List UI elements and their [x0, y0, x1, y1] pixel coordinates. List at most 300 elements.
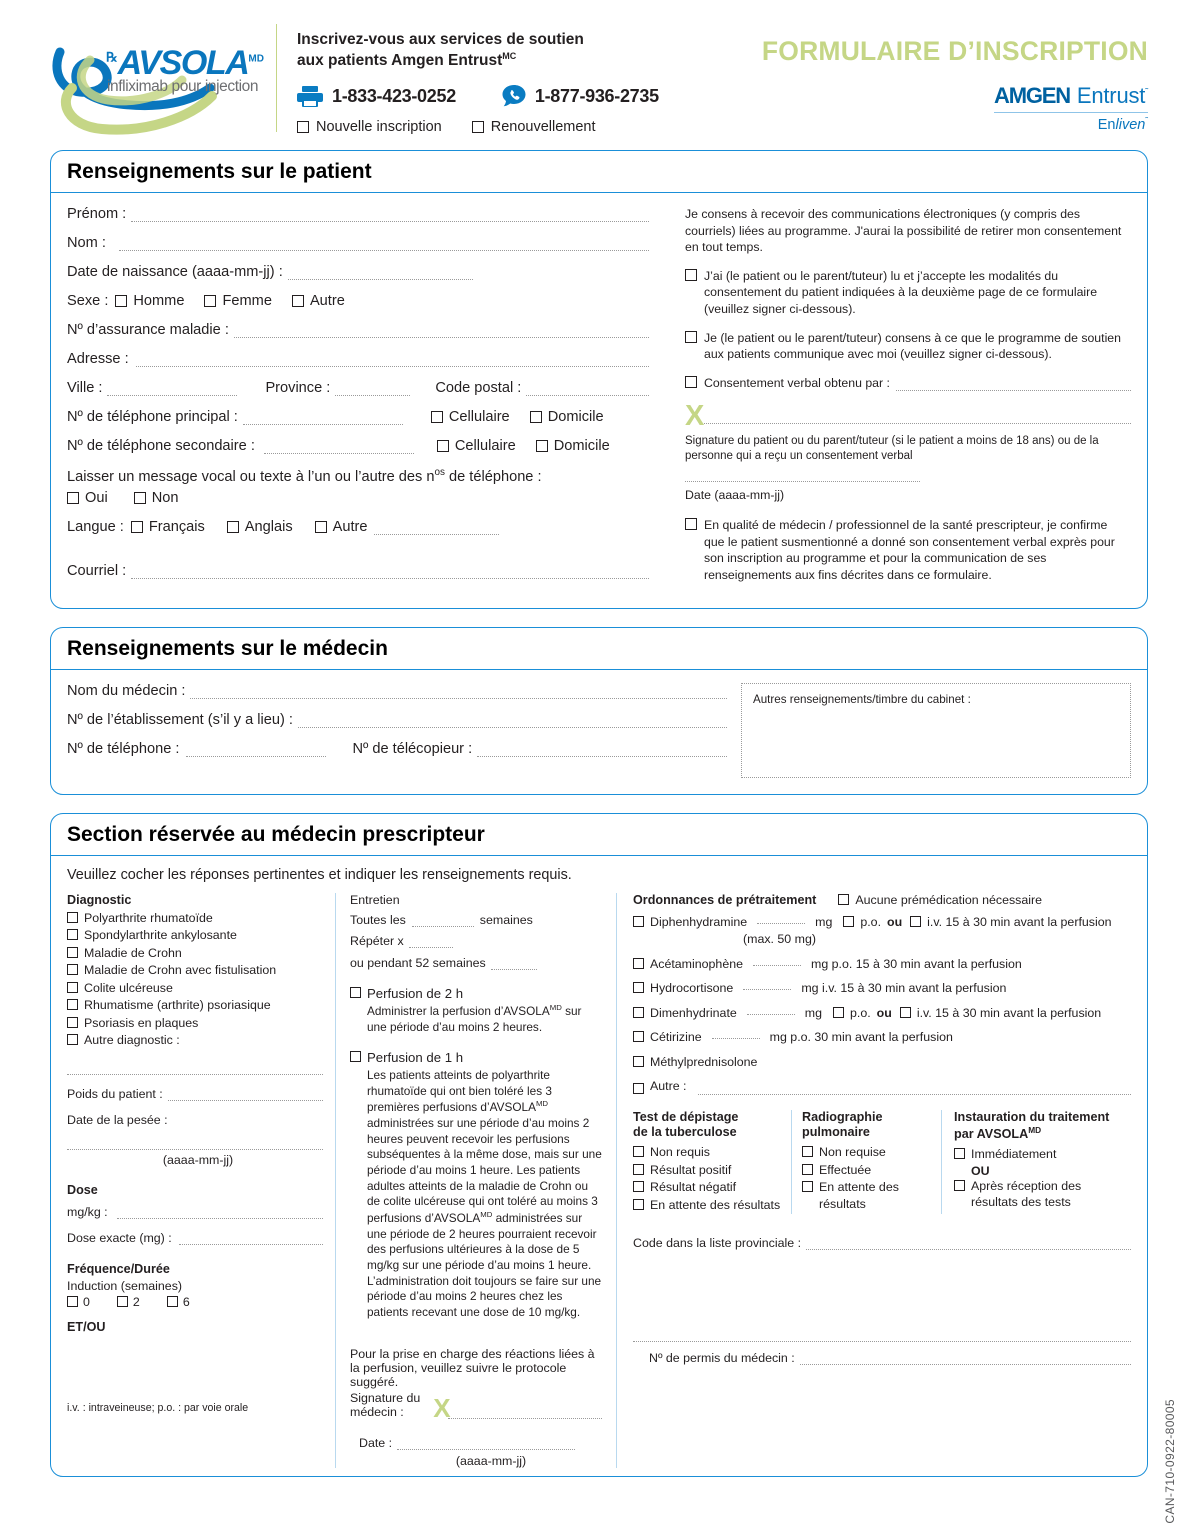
primary-home-label: Domicile — [547, 409, 604, 425]
consent-4-checkbox[interactable] — [685, 518, 697, 530]
office-stamp-label: Autres renseignements/timbre du cabinet : — [753, 692, 971, 706]
and-or-label: ET/OU — [67, 1319, 106, 1334]
patient-section-title: Renseignements sur le patient — [51, 151, 1147, 193]
dob-label: Date de naissance (aaaa-mm-jj) : — [67, 264, 283, 280]
diagnostic-option-1[interactable] — [67, 910, 323, 927]
language-row — [67, 519, 649, 535]
weigh-date-input[interactable] — [67, 1140, 323, 1150]
first-name-row — [67, 206, 649, 222]
premed-cetirizine[interactable] — [633, 1029, 1131, 1046]
sex-option-autre[interactable] — [292, 293, 345, 309]
every-weeks-pre: Toutes les — [350, 912, 406, 927]
address-input[interactable] — [136, 356, 649, 367]
facility-input[interactable] — [298, 717, 727, 728]
tb-1-checkbox[interactable] — [633, 1146, 644, 1157]
renewal-label: Renouvellement — [490, 119, 596, 136]
xray-option-2[interactable] — [802, 1162, 931, 1179]
diagnostic-5-checkbox[interactable] — [67, 982, 78, 993]
diagnostic-column — [67, 893, 335, 1468]
enrollment-type-options — [297, 119, 747, 135]
health-card-label: Nº d’assurance maladie : — [67, 322, 229, 338]
mg-kg-label: mg/kg : — [67, 1204, 108, 1219]
premed-diphenhydramine[interactable] — [633, 914, 1131, 931]
primary-phone-row — [67, 409, 649, 425]
diagnostic-title: Diagnostic — [67, 892, 132, 907]
provincial-code-label: Code dans la liste provinciale : — [633, 1236, 802, 1250]
premed-diphenhydramine-note: (max. 50 mg) — [743, 932, 816, 947]
tb-2-label: Résultat positif — [650, 1162, 732, 1177]
secondary-phone-label: Nº de téléphone secondaire : — [67, 438, 255, 454]
license-input[interactable] — [800, 1355, 1131, 1365]
patient-information-panel — [50, 150, 1148, 609]
renewal-option[interactable] — [472, 119, 596, 135]
maintenance-column — [335, 893, 616, 1468]
language-other-input[interactable] — [374, 524, 499, 535]
prescriber-section-panel — [50, 813, 1148, 1477]
enliven-tagline: Enliven˜ — [1097, 116, 1148, 133]
voicemail-yes-checkbox[interactable] — [67, 492, 79, 504]
primary-cell-checkbox[interactable] — [431, 411, 443, 423]
infusion-1h-checkbox[interactable] — [350, 1051, 361, 1062]
start-after-results-label: Après réception des résultats des tests — [971, 1178, 1082, 1210]
consent-option-2[interactable] — [685, 330, 1131, 363]
infusion-1h-label: Perfusion de 1 h — [367, 1050, 464, 1066]
premed-hydrocortisone-checkbox[interactable] — [633, 982, 644, 993]
premed-dimenhydrinate-iv: i.v. 15 à 30 min avant la perfusion — [916, 1005, 1102, 1020]
consent-1-label: J’ai (le patient ou le parent/tuteur) lu et j’accepte les modalités du consentement du patient indiquées à la deuxième page de ce formulaire (veuillez signer ci-dessous). — [704, 268, 1098, 316]
premed-diphenhydramine-checkbox[interactable] — [633, 916, 644, 927]
tb-option-1[interactable] — [633, 1144, 783, 1161]
sex-label: Sexe : — [67, 293, 109, 309]
language-other-option[interactable] — [315, 519, 368, 535]
weigh-date-label: Date de la pesée : — [67, 1112, 168, 1127]
start-immediate-checkbox[interactable] — [954, 1148, 965, 1159]
consent-2-checkbox[interactable] — [685, 331, 697, 343]
office-stamp-box[interactable] — [741, 683, 1131, 778]
dob-input[interactable] — [288, 269, 473, 280]
email-row — [67, 563, 649, 579]
primary-phone-home-option[interactable] — [530, 409, 604, 425]
physician-name-label: Nom du médecin : — [67, 682, 186, 699]
dob-row — [67, 264, 649, 280]
address-label: Adresse : — [67, 351, 129, 367]
physician-phone-input[interactable] — [186, 746, 326, 757]
language-french-option[interactable] — [131, 519, 205, 535]
physician-bottom-rule — [633, 1332, 1131, 1342]
tb-4-checkbox[interactable] — [633, 1199, 644, 1210]
health-card-row — [67, 322, 649, 338]
repeat-input[interactable] — [409, 938, 453, 948]
fax-contact — [297, 85, 456, 107]
iv-po-footnote: i.v. : intraveineuse; p.o. : par voie orale — [67, 1401, 249, 1414]
induction-options — [67, 1295, 323, 1309]
phone-number: 1-877-936-2735 — [534, 85, 659, 106]
verbal-consent-by-input[interactable] — [896, 380, 1131, 391]
premed-dimenhydrinate-name: Dimenhydrinate — [650, 1005, 737, 1020]
induction-label: Induction (semaines) — [67, 1278, 183, 1293]
provincial-code-input[interactable] — [806, 1240, 1131, 1250]
premed-other-input[interactable] — [698, 1085, 1131, 1095]
language-other-label: Autre — [332, 518, 368, 535]
premed-acetaminophene[interactable] — [633, 956, 1131, 973]
premed-cetirizine-checkbox[interactable] — [633, 1031, 644, 1042]
language-french-checkbox[interactable] — [131, 521, 143, 533]
consent-1-checkbox[interactable] — [685, 269, 697, 281]
language-english-checkbox[interactable] — [227, 521, 239, 533]
premed-acetaminophene-mg: mg p.o. 15 à 30 min avant la perfusion — [811, 956, 1022, 971]
physician-fax-input[interactable] — [477, 746, 727, 757]
patient-weight-row — [67, 1087, 323, 1101]
secondary-cell-label: Cellulaire — [454, 438, 516, 454]
infusion-2h-option[interactable] — [350, 985, 602, 1003]
premed-dimenhydrinate-iv-checkbox[interactable] — [900, 1007, 911, 1018]
start-option-after-results[interactable] — [954, 1178, 1131, 1211]
phone-icon — [502, 84, 526, 108]
tb-3-label: Résultat négatif — [650, 1180, 737, 1194]
premed-diphenhydramine-po-checkbox[interactable] — [843, 916, 854, 927]
or-52-weeks-input[interactable] — [491, 960, 537, 970]
start-option-immediate[interactable] — [954, 1146, 1131, 1163]
induction-option-2[interactable] — [117, 1295, 140, 1309]
tb-test-title: Test de dépistage de la tuberculose — [633, 1109, 739, 1140]
sex-homme-checkbox[interactable] — [115, 295, 127, 307]
province-label: Province : — [265, 380, 331, 396]
tb-4-label: En attente des résultats — [650, 1197, 781, 1212]
sex-femme-label: Femme — [222, 293, 272, 309]
tb-option-4[interactable] — [633, 1197, 783, 1214]
header-divider — [276, 24, 277, 132]
diagnostic-7-label: Psoriasis en plaques — [84, 1015, 199, 1030]
secondary-home-label: Domicile — [553, 438, 610, 454]
consent-4-label: En qualité de médecin / professionnel de la santé prescripteur, je confirme que le patient susmentionné a donné son consentement verbal exprès pour son inscription au programme et pour la communication de ses renseignements aux fins décrites dans ce formulaire. — [704, 518, 1115, 582]
every-weeks-input[interactable] — [412, 917, 474, 927]
tb-test-column — [633, 1110, 791, 1214]
infusion-2h-description: Administrer la perfusion $d’AVSOLA^{MD}$ sur une période d’au moins 2 heures. — [367, 1003, 582, 1034]
secondary-phone-home-option[interactable] — [536, 438, 610, 454]
no-premed-checkbox[interactable] — [838, 894, 849, 905]
last-name-input[interactable] — [119, 240, 649, 251]
tests-subsection — [633, 1110, 1131, 1214]
consent-date-caption: Date (aaaa-mm-jj) — [685, 487, 785, 502]
premed-methylprednisolone-checkbox[interactable] — [633, 1056, 644, 1067]
diagnostic-option-3[interactable] — [67, 945, 323, 962]
physician-date-input[interactable] — [397, 1440, 575, 1450]
form-title: FORMULAIRE D’INSCRIPTION — [761, 36, 1148, 66]
induction-option-0[interactable] — [67, 1295, 90, 1309]
patient-signature-caption: Signature du patient ou du parent/tuteur (si le patient a moins de 18 ans) ou de la personne qui a reçu un consentement verbal — [685, 434, 1099, 463]
tb-option-2[interactable] — [633, 1162, 783, 1179]
xray-2-checkbox[interactable] — [802, 1164, 813, 1175]
induction-0-checkbox[interactable] — [67, 1296, 78, 1307]
xray-1-checkbox[interactable] — [802, 1146, 813, 1157]
premed-dimenhydrinate-checkbox[interactable] — [633, 1007, 644, 1018]
primary-phone-cell-option[interactable] — [431, 409, 510, 425]
diagnostic-1-checkbox[interactable] — [67, 912, 78, 923]
xray-title: Radiographie pulmonaire — [802, 1109, 883, 1140]
postal-code-input[interactable] — [526, 385, 649, 396]
email-input[interactable] — [131, 568, 649, 579]
sex-homme-label: Homme — [133, 293, 185, 309]
diagnostic-3-checkbox[interactable] — [67, 947, 78, 958]
physician-phone-label: Nº de téléphone : — [67, 740, 180, 757]
induction-6-label: 6 — [182, 1294, 190, 1309]
premed-header-row — [633, 893, 1131, 907]
patient-fields — [67, 206, 659, 596]
diagnostic-option-7[interactable] — [67, 1015, 323, 1032]
xray-option-1[interactable] — [802, 1144, 931, 1161]
infusion-2h-label: Perfusion de 2 h — [367, 985, 464, 1001]
infusion-1h-option[interactable] — [350, 1049, 602, 1067]
physician-signature-row[interactable] — [350, 1390, 602, 1423]
premed-diphenhydramine-iv-checkbox[interactable] — [910, 916, 921, 927]
premed-hydrocortisone[interactable] — [633, 980, 1131, 997]
province-input[interactable] — [335, 385, 410, 396]
voicemail-no-label: Non — [151, 489, 179, 506]
diagnostic-option-2[interactable] — [67, 927, 323, 944]
new-enrollment-checkbox[interactable] — [297, 121, 309, 133]
sex-option-homme[interactable] — [115, 293, 184, 309]
last-name-row — [67, 235, 649, 251]
diagnostic-2-checkbox[interactable] — [67, 929, 78, 940]
or-52-weeks-label: ou pendant 52 semaines — [350, 955, 486, 970]
premed-diphenhydramine-dose-input[interactable] — [757, 914, 805, 924]
xray-3-label: En attente des résultats — [819, 1180, 899, 1211]
every-weeks-post: semaines — [479, 912, 533, 927]
xray-1-label: Non requise — [819, 1145, 886, 1159]
patient-signature-row[interactable] — [685, 400, 1131, 433]
enrollment-title: Inscrivez-vous aux services de soutien aux patients Amgen Entrust$^{MC}$ — [297, 31, 584, 69]
premed-dimenhydrinate-dose-input[interactable] — [747, 1005, 795, 1015]
new-enrollment-option[interactable] — [297, 119, 442, 135]
premed-acetaminophene-dose-input[interactable] — [753, 956, 801, 966]
diagnostic-option-6[interactable] — [67, 997, 323, 1014]
xray-option-3[interactable] — [802, 1179, 931, 1212]
premed-acetaminophene-checkbox[interactable] — [633, 958, 644, 969]
city-label: Ville : — [67, 380, 103, 396]
diagnostic-8-label: Autre diagnostic : — [84, 1033, 180, 1048]
tb-1-label: Non requis — [650, 1145, 710, 1159]
premed-diphenhydramine-iv: i.v. 15 à 30 min avant la perfusion — [927, 914, 1112, 929]
patient-signature-input[interactable] — [704, 423, 1131, 424]
voicemail-no-checkbox[interactable] — [134, 492, 146, 504]
diagnostic-2-label: Spondylarthrite ankylosante — [84, 928, 237, 943]
secondary-phone-cell-option[interactable] — [437, 438, 516, 454]
prescriber-section-title: Section réservée au médecin prescripteur — [51, 814, 1147, 856]
patient-weight-input[interactable] — [168, 1091, 323, 1101]
amgen-wordmark: AMGEN — [994, 82, 1070, 108]
no-premed-option[interactable] — [838, 893, 1042, 907]
induction-2-checkbox[interactable] — [117, 1296, 128, 1307]
premed-dimenhydrinate-po-checkbox[interactable] — [833, 1007, 844, 1018]
physician-signature-input[interactable] — [448, 1409, 602, 1419]
physician-information-panel — [50, 627, 1148, 795]
exact-dose-input[interactable] — [179, 1235, 323, 1245]
physician-fax-label: Nº de télécopieur : — [352, 740, 473, 757]
document-code: CAN-710-0922-80005 — [1163, 1399, 1177, 1524]
diagnostic-4-checkbox[interactable] — [67, 964, 78, 975]
primary-cell-label: Cellulaire — [448, 409, 510, 425]
diagnostic-option-4[interactable] — [67, 962, 323, 979]
infusion-2h-checkbox[interactable] — [350, 987, 361, 998]
physician-name-row — [67, 683, 727, 699]
physician-section-title: Renseignements sur le médecin — [51, 628, 1147, 670]
secondary-phone-input[interactable] — [264, 443, 414, 454]
premed-other-checkbox[interactable] — [633, 1083, 644, 1094]
provincial-code-row — [633, 1236, 1131, 1250]
rx-icon: ℞ — [106, 49, 118, 65]
voicemail-no-option[interactable] — [134, 490, 179, 506]
induction-0-label: 0 — [83, 1294, 90, 1309]
secondary-home-checkbox[interactable] — [536, 440, 548, 452]
postal-code-label: Code postal : — [435, 380, 522, 396]
consent-intro: Je consens à recevoir des communications électroniques (y compris des courriels) liées au programme. J'aurai la possibilité de retirer mon consentement en tout temps. — [685, 207, 1122, 255]
city-input[interactable] — [107, 385, 237, 396]
exact-dose-label: Dose exacte (mg) : — [67, 1230, 172, 1245]
premed-methylprednisolone[interactable] — [633, 1054, 1131, 1071]
premed-dimenhydrinate-ou: ou — [876, 1005, 892, 1020]
xray-3-checkbox[interactable] — [802, 1181, 813, 1192]
contact-numbers — [297, 84, 747, 108]
entrust-wordmark: Entrust˜ — [1076, 82, 1148, 108]
tb-3-checkbox[interactable] — [633, 1181, 644, 1192]
brand-wordmark: $^℞AVSOLA^{MD}$ — [106, 44, 264, 82]
diagnostic-option-8[interactable] — [67, 1032, 323, 1049]
no-premed-label: Aucune prémédication nécessaire — [855, 892, 1043, 907]
first-name-label: Prénom : — [67, 206, 127, 222]
tb-option-3[interactable] — [633, 1179, 783, 1196]
avsola-logo — [50, 18, 268, 140]
premed-other-name: Autre : — [650, 1079, 687, 1094]
page-header — [0, 0, 1188, 150]
premedication-column — [616, 893, 1131, 1468]
primary-phone-input[interactable] — [243, 414, 403, 425]
diagnostic-8-checkbox[interactable] — [67, 1034, 78, 1045]
maintenance-title: Entretien — [350, 892, 400, 907]
premed-hydrocortisone-mg: mg i.v. 15 à 30 min avant la perfusion — [801, 981, 1007, 996]
health-card-input[interactable] — [234, 327, 649, 338]
reaction-protocol-note: Pour la prise en charge des réactions liées à la perfusion, veuillez suivre le protocole suggéré. — [350, 1346, 595, 1389]
other-diagnostic-input[interactable] — [67, 1065, 323, 1075]
language-other-checkbox[interactable] — [315, 521, 327, 533]
premed-dimenhydrinate[interactable] — [633, 1005, 1131, 1022]
premed-cetirizine-dose-input[interactable] — [712, 1029, 760, 1039]
consent-option-3[interactable] — [685, 375, 1131, 392]
secondary-phone-row — [67, 438, 649, 454]
physician-date-format: (aaaa-mm-jj) — [455, 1453, 527, 1468]
mg-kg-row — [67, 1205, 323, 1219]
address-row — [67, 351, 649, 367]
phone-contact — [502, 84, 659, 108]
physician-phone-fax-row — [67, 741, 727, 757]
sex-femme-checkbox[interactable] — [204, 295, 216, 307]
secondary-cell-checkbox[interactable] — [437, 440, 449, 452]
premed-acetaminophene-name: Acétaminophène — [650, 956, 743, 971]
frequency-title: Fréquence/Durée — [67, 1261, 170, 1276]
license-label: Nº de permis du médecin : — [649, 1351, 795, 1365]
premed-cetirizine-name: Cétirizine — [650, 1030, 702, 1045]
xray-2-label: Effectuée — [819, 1162, 872, 1177]
physician-date-row — [350, 1436, 602, 1450]
induction-6-checkbox[interactable] — [167, 1296, 178, 1307]
repeat-label: Répéter x — [350, 933, 404, 948]
premed-hydrocortisone-name: Hydrocortisone — [650, 981, 734, 996]
email-label: Courriel : — [67, 562, 127, 579]
exact-dose-row — [67, 1231, 323, 1245]
voicemail-yes-option[interactable] — [67, 490, 108, 506]
first-name-input[interactable] — [131, 211, 649, 222]
diagnostic-6-label: Rhumatisme (arthrite) psoriasique — [84, 998, 271, 1013]
consent-option-4[interactable] — [685, 517, 1131, 583]
premed-diphenhydramine-po: p.o. — [860, 914, 882, 929]
language-english-label: Anglais — [244, 518, 293, 535]
premed-diphenhydramine-ou: ou — [887, 914, 903, 929]
voicemail-question: Laisser un message vocal ou texte à l’un ou l’autre des $n^{os}$ de téléphone : — [67, 467, 542, 485]
sex-option-femme[interactable] — [204, 293, 271, 309]
language-english-option[interactable] — [227, 519, 293, 535]
consent-date-input[interactable] — [685, 481, 920, 482]
physician-name-input[interactable] — [190, 688, 727, 699]
consent-option-1[interactable] — [685, 268, 1131, 318]
physician-fields — [67, 683, 727, 778]
primary-phone-label: Nº de téléphone principal : — [67, 409, 238, 425]
brand-tagline: infliximab pour injection — [107, 78, 259, 95]
premed-diphenhydramine-name: Diphenhydramine — [650, 914, 748, 929]
induction-2-label: 2 — [132, 1294, 140, 1309]
premed-dimenhydrinate-po: p.o. — [850, 1005, 871, 1020]
primary-home-checkbox[interactable] — [530, 411, 542, 423]
diagnostic-5-label: Colite ulcéreuse — [84, 980, 173, 995]
consent-3-checkbox[interactable] — [685, 376, 697, 388]
repeat-row — [350, 934, 602, 948]
start-after-results-checkbox[interactable] — [954, 1180, 965, 1191]
induction-option-6[interactable] — [167, 1295, 190, 1309]
diagnostic-1-label: Polyarthrite rhumatoïde — [84, 910, 213, 925]
premed-dimenhydrinate-mg: mg — [804, 1005, 822, 1020]
treatment-start-title: Instauration du traitement par $AVSOLA^{MD}$ — [954, 1109, 1110, 1142]
sex-row — [67, 293, 649, 309]
premed-other[interactable] — [633, 1078, 1131, 1095]
tb-2-checkbox[interactable] — [633, 1164, 644, 1175]
diagnostic-6-checkbox[interactable] — [67, 999, 78, 1010]
consent-block — [659, 206, 1131, 596]
premed-methylprednisolone-name: Méthylprednisolone — [650, 1054, 758, 1069]
or-52-weeks-row — [350, 956, 602, 970]
sex-autre-checkbox[interactable] — [292, 295, 304, 307]
city-province-postal-row — [67, 380, 649, 396]
chest-xray-column — [791, 1110, 941, 1214]
premed-hydrocortisone-dose-input[interactable] — [743, 980, 791, 990]
renewal-checkbox[interactable] — [472, 121, 484, 133]
fax-number: 1-833-423-0252 — [332, 85, 456, 106]
mg-kg-input[interactable] — [117, 1209, 323, 1219]
entrust-rule — [994, 112, 1148, 114]
diagnostic-3-label: Maladie de Crohn — [84, 945, 182, 960]
consent-3-label: Consentement verbal obtenu par : — [704, 375, 890, 390]
fax-icon — [297, 85, 323, 107]
new-enrollment-label: Nouvelle inscription — [316, 119, 442, 136]
physician-date-label: Date : — [359, 1435, 393, 1450]
diagnostic-7-checkbox[interactable] — [67, 1017, 78, 1028]
facility-row — [67, 712, 727, 728]
diagnostic-option-5[interactable] — [67, 980, 323, 997]
weigh-date-format: (aaaa-mm-jj) — [162, 1152, 234, 1167]
last-name-label: Nom : — [67, 235, 106, 251]
sex-autre-label: Autre — [309, 293, 345, 309]
premed-cetirizine-mg: mg p.o. 30 min avant la perfusion — [769, 1030, 953, 1045]
start-immediate-label: Immédiatement — [971, 1147, 1057, 1162]
language-french-label: Français — [148, 518, 205, 535]
dose-title: Dose — [67, 1182, 98, 1197]
